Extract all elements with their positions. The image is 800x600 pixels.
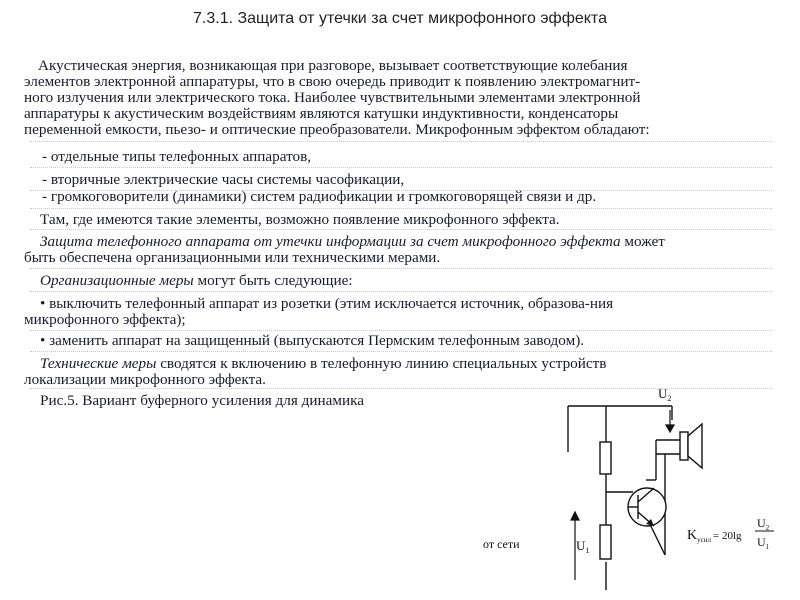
protection-line-2: быть обеспечена организационными или техническими мерами. xyxy=(24,249,441,266)
list-item: - вторичные электрические часы системы часофикации, xyxy=(42,171,405,188)
intro-line-3: ного излучения или электрического тока. Наиболее чувствительными элементами электронной xyxy=(24,89,641,106)
formula-k: $K_{усил}$ $^{= 20lg}$ xyxy=(687,528,742,544)
org-rest: могут быть следующие: xyxy=(193,272,353,289)
bullet-1-line-1 xyxy=(24,296,772,312)
u2-label: $U_2$ xyxy=(658,386,672,403)
divider xyxy=(30,229,772,230)
list-item: - громкоговорители (динамики) систем радиофикации и громкоговорящей связи и др. xyxy=(42,188,597,205)
where-paragraph: Там, где имеются такие элементы, возможно появление микрофонного эффекта. xyxy=(40,211,560,228)
bullet-1-text: выключить телефонный аппарат из розетки (этим исключается источник, образова-ния xyxy=(49,295,614,312)
formula-denominator: $U_1$ xyxy=(757,535,770,551)
intro-line-2: элементов электронной аппаратуры, что в свою очередь приводит к появлению электромагнит- xyxy=(24,73,641,90)
bullet-icon: • xyxy=(40,295,46,312)
resistor-top xyxy=(600,442,611,474)
org-measures-line xyxy=(24,273,772,289)
protection-line-1 xyxy=(24,234,772,250)
u2-voltage-arrow xyxy=(666,410,674,432)
source-label: от сети xyxy=(483,537,520,551)
bullet-1-line-2: микрофонного эффекта); xyxy=(24,311,186,328)
divider xyxy=(30,268,772,269)
resistor-bottom xyxy=(600,525,611,559)
bullet-icon: • xyxy=(40,332,46,349)
protection-italic: Защита телефонного аппарата от утечки информации за счет микрофонного эффекта xyxy=(40,233,621,250)
u1-label: $U_1$ xyxy=(576,538,590,555)
bullet-2-text: заменить аппарат на защищенный (выпускаются Пермским телефонным заводом). xyxy=(49,332,585,349)
formula-numerator: $U_2$ xyxy=(757,516,770,532)
intro-line-4: аппаратуры к акустическим воздействиям являются катушки индуктивности, конденсаторы xyxy=(24,105,619,122)
divider xyxy=(30,167,772,168)
divider xyxy=(30,330,772,331)
divider xyxy=(30,208,772,209)
divider xyxy=(30,351,772,352)
list-item: - отдельные типы телефонных аппаратов, xyxy=(42,148,312,165)
intro-line-5: переменной емкости, пьезо- и оптические преобразователи. Микрофонным эффектом обладают: xyxy=(24,121,650,138)
figure-caption: Рис.5. Вариант буферного усиления для динамика xyxy=(40,392,364,409)
protection-rest: может xyxy=(620,233,665,250)
speaker-icon xyxy=(680,424,702,468)
tech-measures-line-1 xyxy=(24,356,772,372)
intro-line-1: Акустическая энергия, возникающая при разговоре, вызывает соответствующие колебания xyxy=(38,57,628,74)
bullet-2 xyxy=(24,333,772,349)
tech-rest: сводятся к включению в телефонную линию специальных устройств xyxy=(156,355,607,372)
gain-formula xyxy=(687,516,774,551)
divider xyxy=(30,291,772,292)
tech-measures-line-2: локализации микрофонного эффекта. xyxy=(24,371,266,388)
org-italic: Организационные меры xyxy=(40,272,194,289)
buffer-amplifier-circuit-diagram xyxy=(440,380,795,598)
divider xyxy=(30,141,772,142)
page-title: 7.3.1. Защита от утечки за счет микрофонного эффекта xyxy=(193,10,607,27)
tech-italic: Технические меры xyxy=(40,355,157,372)
